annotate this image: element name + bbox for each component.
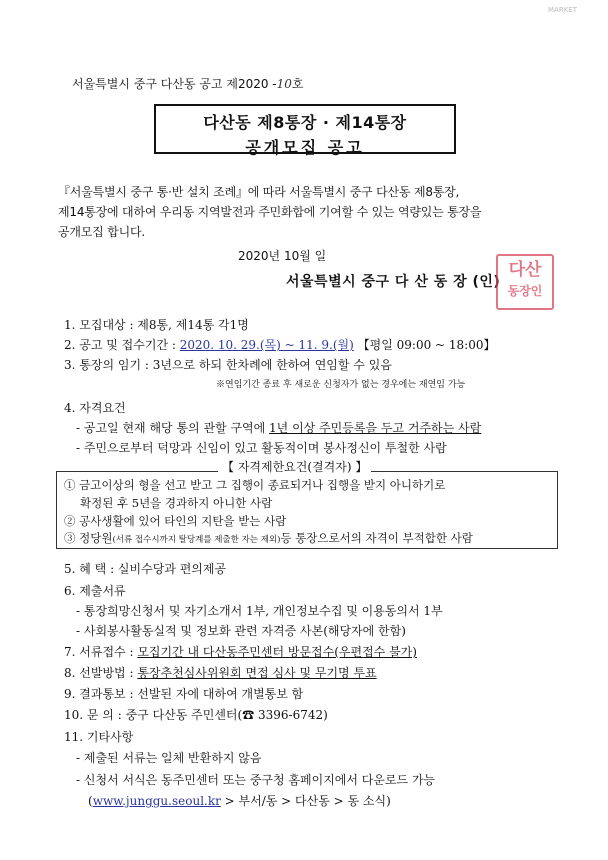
disqualification-1a: ① 금고이상의 형을 선고 받고 그 집행이 종료되거나 집행을 받지 아니하기로: [64, 478, 446, 492]
item-1-recruitment-target: 1. 모집대상 : 제8통, 제14통 각1명: [64, 318, 249, 332]
intro-line-1: 『서울특별시 중구 통·반 설치 조례』에 따라 서울특별시 중구 다산동 제8통장,: [58, 185, 460, 199]
item-2-hours: 【평일 09:00 ~ 18:00】: [357, 338, 496, 352]
title-line-1: 다산동 제8통장 · 제14통장: [203, 113, 407, 132]
item-6-documents: 6. 제출서류: [64, 584, 126, 598]
website-link[interactable]: www.junggu.seoul.kr: [92, 794, 221, 808]
issuing-organization: 서울특별시 중구 다 산 동 장 (인): [286, 274, 501, 290]
item-10-inquiry: 10. 문 의 : 중구 다산동 주민센터(☎ 3396-6742): [64, 708, 328, 722]
item-11-link-open: (: [88, 794, 93, 808]
item-5-benefits: 5. 혜 택 : 실비수당과 편의제공: [64, 562, 227, 576]
item-4-a-text: - 공고일 현재 해당 통의 관할 구역에: [76, 421, 270, 435]
intro-line-2: 제14통장에 대하여 우리동 지역발전과 주민화합에 기여할 수 있는 역량있는 통장을: [58, 205, 482, 219]
item-8-selection: [64, 664, 377, 681]
item-6-document-a: - 통장희망신청서 및 자기소개서 1부, 개인정보수집 및 이용동의서 1부: [76, 604, 443, 618]
title-box: [154, 104, 456, 157]
item-2-period: [64, 336, 496, 353]
announcement-date: 2020년 10월 일: [238, 249, 327, 263]
seal-line-1: 다산: [508, 260, 542, 280]
item-4-a-underlined: 1년 이상 주민등록을 두고 거주하는 사람: [269, 421, 482, 435]
item-8-value: 통장추천심사위원회 면접 심사 및 무기명 투표: [137, 666, 377, 680]
item-11-note-a: - 제출된 서류는 일체 반환하지 않음: [76, 751, 262, 765]
item-4-requirement-a: [76, 419, 481, 436]
item-8-label: 8. 선발방법 :: [64, 666, 138, 680]
item-4-qualifications: 4. 자격요건: [64, 401, 126, 415]
disqualification-2: ② 공사생활에 있어 타인의 지탄을 받는 사람: [64, 514, 287, 528]
doc-ref-prefix: 서울특별시 중구 다산동 공고 제2020 -: [72, 77, 277, 91]
item-7-value: 모집기간 내 다산동주민센터 방문접수(우편접수 불가): [137, 645, 417, 659]
faint-stamp: MARKET: [548, 6, 577, 14]
item-2-label: 2. 공고 및 접수기간 :: [64, 338, 180, 352]
official-seal: [496, 254, 554, 310]
item-4-requirement-b: - 주민으로부터 덕망과 신임이 있고 활동적이며 봉사정신이 투철한 사람: [76, 441, 447, 455]
doc-ref-handwritten-number: 10: [276, 77, 292, 91]
item-11-link-path: > 부서/동 > 다산동 > 동 소식): [220, 794, 391, 808]
disqualification-3-note: (서류 접수시까지 탈당계를 제출한 자는 제외): [112, 535, 281, 545]
doc-ref-suffix: 호: [291, 77, 304, 91]
item-7-label: 7. 서류접수 :: [64, 645, 138, 659]
item-3-term: 3. 통장의 임기 : 3년으로 하되 한차례에 한하여 연임할 수 있음: [64, 358, 392, 372]
item-3-note: ※연임기간 종료 후 새로운 신청자가 없는 경우에는 재연임 가능: [216, 380, 466, 390]
disqualification-title: 【 자격제한요건(결격자) 】: [218, 458, 371, 475]
intro-line-3: 공개모집 합니다.: [58, 225, 145, 239]
title-line-2: 공개모집 공고: [245, 138, 365, 157]
item-11-note-b: - 신청서 서식은 동주민센터 또는 중구청 홈페이지에서 다운로드 가능: [76, 773, 436, 787]
item-2-period-dates: 2020. 10. 29.(목) ~ 11. 9.(월): [179, 338, 354, 352]
seal-line-2: 동장인: [507, 284, 543, 298]
disqualification-3-pre: ③ 정당원: [64, 531, 113, 545]
doc-reference: [72, 75, 304, 92]
item-9-result-notice: 9. 결과통보 : 선발된 자에 대하여 개별통보 함: [64, 687, 304, 701]
disqualification-1b: 확정된 후 5년을 경과하지 아니한 사람: [80, 496, 273, 510]
item-7-submission: [64, 643, 417, 660]
item-6-document-b: - 사회봉사활동실적 및 정보화 관련 자격증 사본(해당자에 한함): [76, 624, 406, 638]
item-11-misc: 11. 기타사항: [64, 730, 134, 744]
item-11-link-line: [88, 792, 391, 809]
disqualification-3-post: 등 통장으로서의 자격이 부적합한 사람: [280, 531, 473, 545]
disqualification-3: [64, 530, 473, 546]
